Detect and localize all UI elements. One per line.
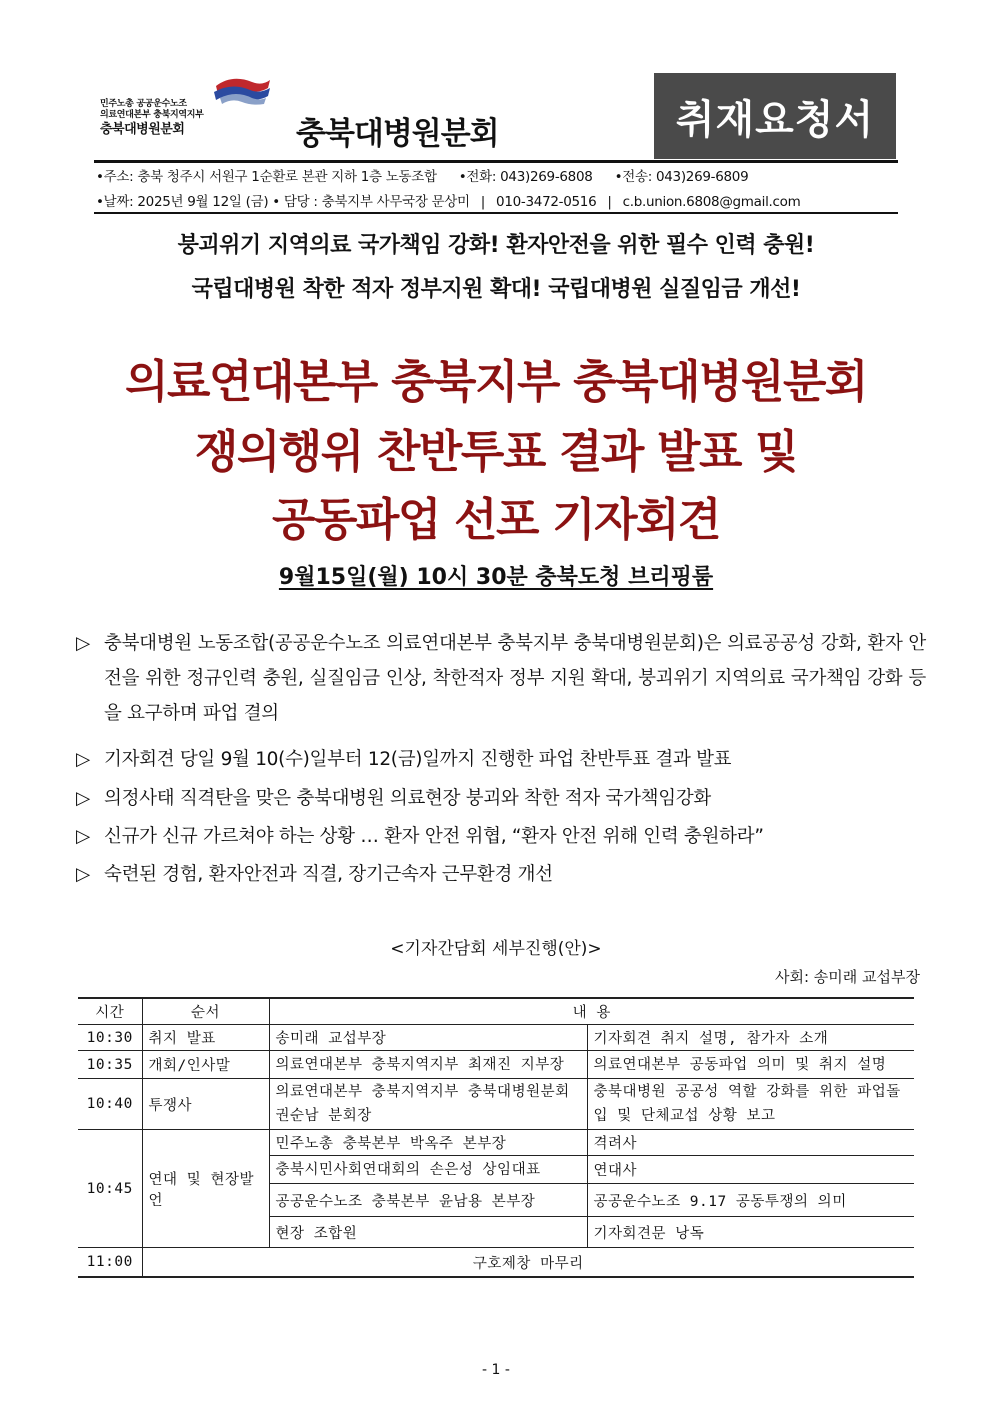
phone-text: •전화: 043)269-6808: [458, 169, 593, 185]
main-title-line-1: 의료연대본부 충북지부 충북대병원분회: [125, 355, 867, 408]
row-content: 격려사: [587, 1130, 914, 1156]
row-speaker: 민주노총 충북본부 박옥주 본부장: [269, 1130, 587, 1156]
row-content: 연대사: [587, 1156, 914, 1184]
doc-type-badge: 취재요청서: [654, 73, 896, 159]
schedule-table: [78, 997, 914, 1278]
branch-name: 충북대병원분회: [296, 116, 499, 152]
subheading-2: 국립대병원 착한 적자 정부지원 확대! 국립대병원 실질임금 개선!: [191, 277, 801, 302]
row-order: 연대 및 현장발언: [142, 1130, 269, 1248]
contact-line-2: [96, 190, 800, 210]
bullet-text: 신규가 신규 가르쳐야 하는 상황 … 환자 안전 위협, “환자 안전 위해 인력 충원하라”: [104, 826, 764, 847]
row-speaker: 공공운수노조 충북본부 윤남용 본부장: [269, 1184, 587, 1217]
row-time: 11:00: [78, 1248, 142, 1278]
row-order: 취지 발표: [142, 1025, 269, 1051]
table-row: [78, 1051, 914, 1079]
row-content: 기자회견 취지 설명, 참가자 소개: [587, 1025, 914, 1051]
column-header-time: 시간: [78, 998, 142, 1025]
header-rule-bottom: [94, 212, 898, 214]
header-rule-top: [94, 160, 898, 163]
bullet-item: [76, 626, 926, 736]
union-logo: [100, 76, 270, 140]
fax-text: •전송: 043)269-6809: [614, 169, 749, 185]
triangle-bullet-icon: ▷: [76, 749, 90, 770]
schedule-host: 사회: 송미래 교섭부장: [774, 968, 920, 986]
bullet-text: 기자회견 당일 9월 10(수)일부터 12(금)일까지 진행한 파업 찬반투표 결과 발표: [104, 749, 732, 770]
logo-line-2: 의료연대본부 충북지역지부: [100, 110, 204, 120]
mobile-text: 010-3472-0516: [496, 194, 597, 210]
row-content: 의료연대본부 공동파업 의미 및 취지 설명: [587, 1051, 914, 1079]
row-speaker: 충북시민사회연대회의 손은성 상임대표: [269, 1156, 587, 1184]
row-speaker: 송미래 교섭부장: [269, 1025, 587, 1051]
divider: |: [480, 194, 486, 210]
triangle-bullet-icon: ▷: [76, 826, 90, 847]
row-content: 충북대병원 공공성 역할 강화를 위한 파업돌입 및 단체교섭 상황 보고: [587, 1079, 914, 1130]
triangle-bullet-icon: ▷: [76, 788, 90, 809]
date-text: •날짜: 2025년 9월 12일 (금): [96, 194, 269, 210]
row-speaker: 의료연대본부 충북지역지부 최재진 지부장: [269, 1051, 587, 1079]
flag-logo-icon: [212, 76, 272, 106]
row-content: 기자회견문 낭독: [587, 1217, 914, 1248]
event-info: [0, 560, 992, 591]
manager-text: • 담당 : 충북지부 사무국장 문상미: [272, 194, 470, 210]
address-text: •주소: 충북 청주시 서원구 1순환로 본관 지하 1층 노동조합: [96, 169, 437, 185]
schedule-title: <기자간담회 세부진행(안)>: [390, 939, 602, 959]
row-order: 투쟁사: [142, 1079, 269, 1130]
row-speaker: 의료연대본부 충북지역지부 충북대병원분회 권순남 분회장: [269, 1079, 587, 1130]
subheading-1: 붕괴위기 지역의료 국가책임 강화! 환자안전을 위한 필수 인력 충원!: [177, 233, 815, 258]
column-header-content: 내 용: [269, 998, 914, 1025]
column-header-order: 순서: [142, 998, 269, 1025]
row-content: 공공운수노조 9.17 공동투쟁의 의미: [587, 1184, 914, 1217]
row-time: 10:40: [78, 1079, 142, 1130]
table-row: [78, 1130, 914, 1156]
logo-line-3: 충북대병원분회: [100, 122, 185, 137]
triangle-bullet-icon: ▷: [76, 633, 90, 654]
bullet-text: 숙련된 경험, 환자안전과 직결, 장기근속자 근무환경 개선: [104, 864, 553, 885]
event-datetime-location: 9월15일(월) 10시 30분 충북도청 브리핑룸: [278, 565, 714, 590]
bullet-text: 충북대병원 노동조합(공공운수노조 의료연대본부 충북지부 충북대병원분회)은 의료공공성 강화, 환자 안전을 위한 정규인력 충원, 실질임금 인상, 착한적자 정부 지원 확대, 붕괴위기 지역의료 국가책임 강화 등을 요구하며 파업 결의: [104, 633, 926, 724]
email-link[interactable]: c.b.union.6808@gmail.com: [622, 194, 801, 210]
divider: |: [607, 194, 612, 210]
contact-line-1: [96, 165, 748, 185]
row-content: 구호제창 마무리: [142, 1248, 914, 1278]
logo-line-1: 민주노총 공공운수노조: [100, 99, 187, 109]
page-number: - 1 -: [482, 1362, 510, 1378]
triangle-bullet-icon: ▷: [76, 864, 90, 885]
main-title-line-2: 쟁의행위 찬반투표 결과 발표 및: [194, 425, 798, 478]
row-time: 10:35: [78, 1051, 142, 1079]
bullet-text: 의정사태 직격탄을 맞은 충북대병원 의료현장 붕괴와 착한 적자 국가책임강화: [104, 788, 711, 809]
row-speaker: 현장 조합원: [269, 1217, 587, 1248]
table-header-row: [78, 998, 914, 1025]
row-order: 개회/인사말: [142, 1051, 269, 1079]
table-row: [78, 1079, 914, 1130]
main-title-line-3: 공동파업 선포 기자회견: [271, 493, 721, 546]
row-time: 10:45: [78, 1130, 142, 1248]
row-time: 10:30: [78, 1025, 142, 1051]
table-row: [78, 1025, 914, 1051]
table-row: [78, 1248, 914, 1278]
